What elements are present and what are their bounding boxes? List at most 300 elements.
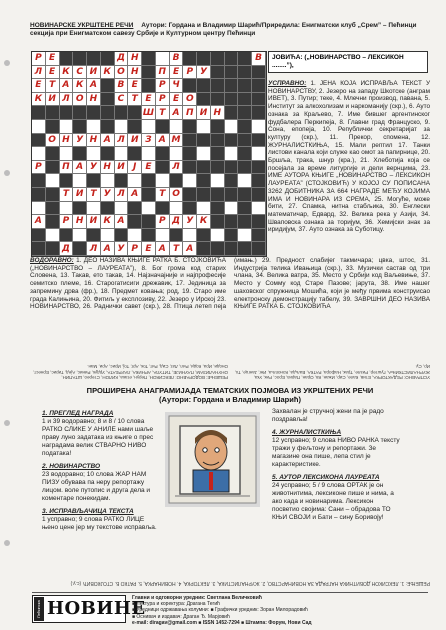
crossword-black-cell: [225, 79, 239, 93]
crossword-cell[interactable]: [32, 120, 46, 134]
crossword-cell[interactable]: О: [170, 188, 184, 202]
crossword-cell[interactable]: Е: [142, 93, 156, 107]
crossword-black-cell: [170, 229, 184, 243]
crossword-cell[interactable]: Е: [32, 79, 46, 93]
crossword-black-cell: [197, 174, 211, 188]
crossword-cell[interactable]: А: [156, 134, 170, 148]
crossword-cell[interactable]: Н: [60, 134, 74, 148]
crossword-cell[interactable]: [197, 120, 211, 134]
crossword-cell[interactable]: [142, 147, 156, 161]
crossword-black-cell: [211, 161, 225, 175]
crossword-cell[interactable]: [32, 147, 46, 161]
crossword-cell[interactable]: О: [183, 93, 197, 107]
crossword-black-cell: [101, 52, 115, 66]
caricature-illustration: [165, 412, 260, 507]
crossword-black-cell: [32, 229, 46, 243]
crossword-cell[interactable]: И: [197, 106, 211, 120]
crossword-black-cell: [197, 52, 211, 66]
anagram-item: [272, 474, 402, 522]
crossword-cell[interactable]: В: [252, 52, 266, 66]
crossword-black-cell: [225, 93, 239, 107]
crossword-cell[interactable]: Д: [115, 52, 129, 66]
crossword-cell[interactable]: А: [73, 161, 87, 175]
crossword-black-cell: [142, 229, 156, 243]
crossword-black-cell: [32, 242, 46, 256]
crossword-cell[interactable]: Е: [46, 66, 60, 80]
crossword-black-cell: [142, 66, 156, 80]
crossword-black-cell: [252, 188, 266, 202]
crossword-black-cell: [73, 106, 87, 120]
crossword-title: НОВИНАРСКЕ УКРШТЕНЕ РЕЧИ: [30, 22, 134, 29]
crossword-cell[interactable]: У: [183, 215, 197, 229]
crossword-black-cell: [225, 66, 239, 80]
crossword-black-cell: [128, 202, 142, 216]
punch-hole: [4, 540, 10, 546]
crossword-black-cell: [60, 229, 74, 243]
crossword-cell[interactable]: А: [128, 188, 142, 202]
crossword-cell[interactable]: [211, 174, 225, 188]
crossword-cell[interactable]: М: [170, 134, 184, 148]
crossword-black-cell: [238, 79, 252, 93]
crossword-cell[interactable]: Р: [156, 93, 170, 107]
crossword-black-cell: [101, 202, 115, 216]
crossword-cell[interactable]: И: [87, 66, 101, 80]
crossword-black-cell: [252, 229, 266, 243]
crossword-grid[interactable]: [31, 51, 267, 257]
crossword-cell[interactable]: К: [60, 66, 74, 80]
crossword-black-cell: [46, 202, 60, 216]
crossword-cell[interactable]: [211, 229, 225, 243]
crossword-cell[interactable]: Р: [128, 242, 142, 256]
crossword-black-cell: [211, 147, 225, 161]
crossword-cell[interactable]: А: [183, 242, 197, 256]
crossword-black-cell: [156, 120, 170, 134]
crossword-black-cell: [156, 161, 170, 175]
crossword-cell[interactable]: Ч: [170, 79, 184, 93]
crossword-black-cell: [211, 79, 225, 93]
crossword-black-cell: [73, 242, 87, 256]
clues-vertical-text: 1. ЈЕНА КОЈА ИСПРАВЉА ТЕКСТ У НОВИНАРСТВУ, 2. Језеро на западу Шкотске (анграм ИВЕТ), 3. Путир; теке, 4. Млечни производ, павана, 5. Институт за алкохолизам и наркоманију (скр.), 6. Ауто ознака за Краљево, 7. Име бившег аргентинског фудбалера Перкипеја, 8. Главни град Француско, 9. Сона, епопеја, 10. Републички секретаријат за културу (скр.), 11. Прекор, спомена, 12. ЖУРНАЛИСТКИЊА, 15. Мали рептил 17. Танки листови канала који служе као омот за папирнице, 20. Бршља, трака, шнур (кра.), 21. Хлеботија која се посејала за време литургије и дели вернцима, 23. ИМЕ АУТОРА КЊИГЕ „НОВИНАРСТВО – ЛЕКСИКОН ЛАУРЕАТА” (СТОЈКОВИЋ) У КОЈОЈ СУ ПОПИСАНА 3262 ДОБИТНИКА ЗА 664 НАГРАДЕ МЕЂУ КОЈИМА ИМА И НОВИНАРА ИЗ СРЕМА, 25. Могуће, може бити, 27. Спамка, нитна стабљика, 30. Енглески математичар, Едвард, 32. Велика река у Азији, 34. Шваповска ознака за торијум, 36. Хемијски знак за иридијум, 37. Ауто ознака за Суботицу.: [268, 80, 430, 234]
logo-vertical-text: Пећинска: [34, 597, 44, 621]
crossword-black-cell: [252, 215, 266, 229]
clues-horizontal: [30, 257, 430, 311]
crossword-black-cell: [211, 93, 225, 107]
anagram-section-header: [30, 386, 430, 404]
crossword-cell[interactable]: Р: [32, 161, 46, 175]
anagram-item-heading: 2. НОВИНАРСТВО: [42, 463, 101, 470]
crossword-cell[interactable]: К: [73, 79, 87, 93]
crossword-cell[interactable]: [87, 147, 101, 161]
crossword-cell[interactable]: [156, 229, 170, 243]
crossword-cell[interactable]: [252, 120, 266, 134]
crossword-cell[interactable]: Е: [142, 161, 156, 175]
crossword-cell[interactable]: [46, 174, 60, 188]
anagram-item-text: 1 усправно; 9 слова РАТКО ЛИЦЕ њено цене јер му текстове исправља.: [42, 516, 157, 531]
crossword-cell[interactable]: [197, 202, 211, 216]
crossword-black-cell: [211, 215, 225, 229]
crossword-black-cell: [252, 93, 266, 107]
crossword-black-cell: [197, 161, 211, 175]
crossword-black-cell: [183, 52, 197, 66]
crossword-black-cell: [128, 120, 142, 134]
imprint: [132, 595, 428, 626]
crossword-cell[interactable]: С: [115, 93, 129, 107]
crossword-black-cell: [238, 106, 252, 120]
clues-horizontal-text: 1. ДЕО НАЗИВА КЊИГЕ РАТКА Б. СТОЈКОВИЋА („НОВИНАРСТВО – ЛАУРЕАТА”), 8. Бог грома код старих Словена, 13. Такав, ето такав, 14. Најзначајније и најпрофесије семитско племе, 16. Старогатисиги дрежавик, 17. Јединица за запремину дрва (фр.), 18. Предмет ковања; род, 19. Старо име града Калињина, 20. Фитиљ у експлозиву, 22. Језеро у Ирској 23. НОВИНАРСТВО, 26. Раднички савет (скр.), 28. Птица летеп пеја (имањ.) 29. Предност слабијег такмичара; цвка, штос, 31. Индустрија телика Ивањица (скр.), 33. Музички састав од три члана, 34. Велика ватра, 35. Место у Србији код Ваљевиње, 37. Место у Сомму код Старе Пазове; јарута, 38. Име нашег шаховског спружница Мошића, који је међу првима конструисао електронску демонстрацију табелу, 39. ЗАВРШНИ ДЕО НАЗИВА КЊИГЕ РАТКА Б. СТОЈКОВИЋА: [30, 257, 430, 311]
crossword-cell[interactable]: [60, 120, 74, 134]
crossword-cell[interactable]: [225, 120, 239, 134]
imprint-line: Главни и одговорни уредник: Светлана Величковић: [132, 595, 262, 601]
crossword-cell[interactable]: Д: [170, 215, 184, 229]
crossword-black-cell: [60, 106, 74, 120]
punch-hole: [4, 420, 10, 426]
crossword-cell[interactable]: Ш: [142, 106, 156, 120]
anagram-item: [272, 408, 402, 424]
crossword-clue-box: ЈОВИЋА: („НОВИНАРСТВО – ЛЕКСИКОН ........”),: [268, 51, 428, 73]
crossword-cell[interactable]: [170, 202, 184, 216]
crossword-cell[interactable]: [142, 120, 156, 134]
crossword-cell[interactable]: И: [46, 93, 60, 107]
crossword-cell[interactable]: Л: [87, 242, 101, 256]
crossword-cell[interactable]: А: [156, 242, 170, 256]
crossword-black-cell: [238, 66, 252, 80]
crossword-cell[interactable]: [60, 202, 74, 216]
crossword-cell[interactable]: [73, 174, 87, 188]
clues-vertical-label: УСПРАВНО:: [268, 80, 307, 87]
logo-name: НОВИНЕ: [47, 598, 146, 619]
crossword-black-cell: [156, 202, 170, 216]
crossword-black-cell: [238, 147, 252, 161]
crossword-black-cell: [238, 188, 252, 202]
crossword-black-cell: [87, 174, 101, 188]
crossword-cell[interactable]: Р: [156, 215, 170, 229]
crossword-cell[interactable]: Р: [156, 79, 170, 93]
crossword-black-cell: [128, 147, 142, 161]
crossword-cell[interactable]: Е: [128, 79, 142, 93]
crossword-black-cell: [252, 174, 266, 188]
crossword-cell[interactable]: И: [73, 188, 87, 202]
crossword-cell[interactable]: Р: [60, 215, 74, 229]
crossword-cell[interactable]: Т: [128, 93, 142, 107]
crossword-cell[interactable]: Л: [60, 93, 74, 107]
crossword-cell[interactable]: И: [128, 134, 142, 148]
crossword-black-cell: [238, 120, 252, 134]
crossword-cell[interactable]: [156, 52, 170, 66]
crossword-black-cell: [238, 52, 252, 66]
crossword-cell[interactable]: [252, 147, 266, 161]
crossword-cell[interactable]: [73, 229, 87, 243]
crossword-black-cell: [225, 215, 239, 229]
crossword-cell[interactable]: [101, 229, 115, 243]
crossword-black-cell: [101, 93, 115, 107]
crossword-black-cell: [238, 202, 252, 216]
crossword-black-cell: [211, 202, 225, 216]
crossword-black-cell: [238, 161, 252, 175]
anagram-item-heading: 4. ЖУРНАЛИСТКИЊА: [272, 429, 342, 436]
imprint-line: ■ Уредници одржавања колумни: ■ Графички уредник: Зоран Милорадовић: [132, 607, 308, 614]
crossword-black-cell: [238, 215, 252, 229]
imprint-line: ■ Лектура и коректура: Драгана Тегић: [132, 601, 220, 608]
crossword-black-cell: [211, 188, 225, 202]
crossword-solution-horizontal: РЕШЕЊЕ: ВОДОРАВНО: ЛЕКСИКОН, Перун, етака, КИЛОН, Стерео, ШТАПИН, ОНУНАЛИЗАМ, ПАУНИЈЕ, ТИТУЛА, АРНИКА, ЛАУРЕАТА, Урдук, Ринис, Ајед, Тирис, Ернест, Оноди, Ира, Коди, Рил, Лат, Сид, Рит, Ток, Арт, Тој, Ирис, Ари, Ман.: [33, 364, 228, 380]
crossword-black-cell: [142, 79, 156, 93]
crossword-cell[interactable]: Т: [60, 188, 74, 202]
crossword-cell[interactable]: А: [101, 134, 115, 148]
anagram-item-text: 23 водоравно; 10 слова ЖАР НАМ ПИЗУ обувава па неру репортажу лицом. воле путопис и друга дела и коментаре понекидам.: [42, 471, 151, 502]
crossword-cell[interactable]: [225, 147, 239, 161]
crossword-black-cell: [46, 161, 60, 175]
anagram-item-text: 12 усправно; 9 слова НИВО РАНКА тексту тражи у фељтону и репортажи. Зе магазине она пише, лепа стил је карактеристике.: [272, 437, 400, 468]
crossword-black-cell: [238, 134, 252, 148]
crossword-cell[interactable]: Т: [156, 106, 170, 120]
crossword-black-cell: [225, 134, 239, 148]
anagram-item-heading: 5. АУТОР ЛЕКСИКОНА ЛАУРЕАТА: [272, 474, 380, 481]
crossword-cell[interactable]: Н: [101, 161, 115, 175]
clues-vertical: [268, 80, 430, 234]
crossword-black-cell: [211, 242, 225, 256]
crossword-black-cell: [183, 161, 197, 175]
crossword-cell[interactable]: [115, 202, 129, 216]
crossword-cell[interactable]: Т: [87, 188, 101, 202]
crossword-black-cell: [87, 52, 101, 66]
crossword-authors: Аутори: Гордана и Владимир Шарић/Приредила: Енигматски клуб „Срем” – Пећинци секција при Енигматском савезу Србије и Културном центру Пећинци: [30, 22, 417, 37]
crossword-black-cell: [32, 134, 46, 148]
crossword-cell[interactable]: [238, 174, 252, 188]
crossword-cell[interactable]: [60, 147, 74, 161]
crossword-black-cell: [197, 188, 211, 202]
crossword-cell[interactable]: П: [60, 161, 74, 175]
crossword-cell[interactable]: Л: [170, 161, 184, 175]
crossword-cell[interactable]: [252, 202, 266, 216]
crossword-black-cell: [183, 120, 197, 134]
crossword-black-cell: [115, 174, 129, 188]
crossword-cell[interactable]: [197, 147, 211, 161]
crossword-cell[interactable]: [183, 174, 197, 188]
crossword-black-cell: [46, 106, 60, 120]
newspaper-footer: [32, 592, 428, 626]
crossword-black-cell: [156, 147, 170, 161]
crossword-black-cell: [197, 242, 211, 256]
crossword-black-cell: [60, 52, 74, 66]
crossword-cell[interactable]: [128, 174, 142, 188]
crossword-cell[interactable]: Л: [115, 188, 129, 202]
crossword-black-cell: [170, 174, 184, 188]
crossword-black-cell: [211, 120, 225, 134]
crossword-cell[interactable]: А: [115, 215, 129, 229]
crossword-cell[interactable]: [183, 229, 197, 243]
crossword-cell[interactable]: У: [101, 188, 115, 202]
crossword-black-cell: [32, 188, 46, 202]
portrait-drawing-icon: [165, 412, 260, 507]
crossword-black-cell: [142, 174, 156, 188]
crossword-black-cell: [252, 161, 266, 175]
crossword-black-cell: [183, 79, 197, 93]
crossword-black-cell: [46, 215, 60, 229]
crossword-black-cell: [46, 188, 60, 202]
crossword-black-cell: [225, 106, 239, 120]
crossword-black-cell: [73, 52, 87, 66]
anagram-item-text: 24 усправно; 5 / 9 слова ОРТАК је он животнитима, лексиконе пише и нимa, а ако када и новинарима. Лексикон посветио својима: Сани – обрадова ТО КЊИ СВОЈИ и Бати – сину Боривоју!: [272, 482, 394, 521]
crossword-cell[interactable]: [32, 202, 46, 216]
crossword-black-cell: [211, 134, 225, 148]
crossword-cell[interactable]: И: [115, 161, 129, 175]
crossword-cell[interactable]: [225, 202, 239, 216]
crossword-cell[interactable]: А: [87, 79, 101, 93]
crossword-cell[interactable]: Т: [46, 79, 60, 93]
crossword-black-cell: [211, 52, 225, 66]
crossword-cell[interactable]: О: [115, 66, 129, 80]
crossword-cell[interactable]: О: [73, 93, 87, 107]
crossword-black-cell: [197, 93, 211, 107]
crossword-cell[interactable]: Е: [142, 242, 156, 256]
crossword-cell[interactable]: О: [46, 134, 60, 148]
anagram-section-subtitle: (Аутори: Гордана и Владимир Шарић): [159, 395, 301, 404]
crossword-black-cell: [225, 52, 239, 66]
crossword-solution-vertical: УСПРАВНО: РЕДАКТОРКА, Етив, Кале, Сир, Ижан, Кв, Оран, Париз, Ерос, Рик, Ука, ЖУРНАЛИСТКИЊА, Гуштер, Ризле, Трак, Нафора, РАТКА, Ваљда, Конопља, Инг, Јангце, Тх, Ир, Су.: [234, 364, 430, 380]
crossword-cell[interactable]: К: [32, 93, 46, 107]
crossword-cell[interactable]: П: [156, 66, 170, 80]
anagram-right-column: [272, 408, 402, 527]
crossword-cell[interactable]: Е: [170, 66, 184, 80]
crossword-black-cell: [128, 215, 142, 229]
crossword-cell[interactable]: Н: [73, 215, 87, 229]
crossword-cell[interactable]: Р: [183, 66, 197, 80]
crossword-cell[interactable]: В: [170, 52, 184, 66]
clues-horizontal-label: ВОДОРАВНО:: [30, 257, 74, 264]
crossword-cell[interactable]: К: [197, 215, 211, 229]
crossword-header: [30, 22, 428, 50]
imprint-line: ■ Оснивач и издавач: Драган Ђ. Марјовић: [132, 613, 230, 620]
crossword-cell[interactable]: А: [32, 215, 46, 229]
crossword-black-cell: [46, 242, 60, 256]
crossword-cell[interactable]: К: [101, 215, 115, 229]
crossword-cell[interactable]: Р: [32, 52, 46, 66]
crossword-black-cell: [101, 106, 115, 120]
crossword-black-cell: [142, 215, 156, 229]
crossword-black-cell: [73, 120, 87, 134]
crossword-cell[interactable]: А: [170, 106, 184, 120]
crossword-cell[interactable]: [87, 120, 101, 134]
crossword-black-cell: [252, 242, 266, 256]
crossword-black-cell: [73, 202, 87, 216]
crossword-black-cell: [238, 93, 252, 107]
crossword-black-cell: [225, 161, 239, 175]
crossword-cell[interactable]: Е: [46, 52, 60, 66]
anagram-item: [42, 508, 162, 532]
crossword-cell[interactable]: [115, 120, 129, 134]
anagram-item: [42, 463, 162, 503]
crossword-cell[interactable]: Т: [156, 188, 170, 202]
crossword-cell[interactable]: [170, 147, 184, 161]
crossword-black-cell: [101, 120, 115, 134]
newspaper-logo: [32, 595, 146, 623]
crossword-black-cell: [46, 120, 60, 134]
crossword-cell[interactable]: З: [142, 134, 156, 148]
crossword-cell[interactable]: [156, 174, 170, 188]
crossword-cell[interactable]: Л: [32, 66, 46, 80]
crossword-black-cell: [32, 106, 46, 120]
crossword-black-cell: [87, 229, 101, 243]
crossword-cell[interactable]: [170, 120, 184, 134]
crossword-cell[interactable]: [115, 147, 129, 161]
imprint-line: e-mail: diragav@gmail.com ■ ISSN 1452-7294 ■ Штампа: Форум, Нови Сад: [132, 619, 312, 626]
crossword-cell[interactable]: Н: [87, 93, 101, 107]
crossword-cell[interactable]: Т: [170, 242, 184, 256]
crossword-cell[interactable]: У: [115, 242, 129, 256]
anagram-item-heading: 3. ИСПРАВЉАЧИЦА ТЕКСТА: [42, 508, 134, 515]
crossword-black-cell: [60, 174, 74, 188]
crossword-black-cell: [238, 242, 252, 256]
crossword-black-cell: [115, 106, 129, 120]
crossword-black-cell: [252, 66, 266, 80]
crossword-cell[interactable]: [87, 202, 101, 216]
crossword-black-cell: [73, 147, 87, 161]
crossword-cell[interactable]: [46, 229, 60, 243]
crossword-cell[interactable]: У: [197, 66, 211, 80]
crossword-cell[interactable]: Ј: [128, 161, 142, 175]
crossword-cell[interactable]: У: [87, 161, 101, 175]
crossword-black-cell: [225, 242, 239, 256]
anagram-solution: РЕШЕЊЕ: 1. ЛЕКСИКОН ДОБИТНИКА НАГРАДА ЗА НОВИНАРСТВО, 2. ЖУРНАЛИСТИКА, 3. ЛЕКТОРКА, 4. НОВИНАРКА, 5. РАТКО Б. СТОЈКОВИЋ (с.у.): [70, 580, 430, 586]
crossword-cell[interactable]: Н: [211, 106, 225, 120]
crossword-cell[interactable]: Е: [170, 93, 184, 107]
anagram-item-text: Захвалан је стручној жени па је радо поздравља!: [272, 408, 384, 423]
crossword-cell[interactable]: [142, 202, 156, 216]
crossword-cell[interactable]: В: [115, 79, 129, 93]
crossword-black-cell: [183, 134, 197, 148]
crossword-black-cell: [115, 229, 129, 243]
anagram-item-text: 1 и 39 водоравно; 8 и 8 / 10 слова РАТКО СЛИКЕ У АНИЛЕ нами шаље праву луно задатака из књиге о прес наградама велик СТВАРНО НИВО података!: [42, 418, 154, 457]
anagram-item: [42, 410, 162, 458]
anagram-left-column: [42, 410, 162, 537]
crossword-black-cell: [211, 66, 225, 80]
crossword-cell[interactable]: Н: [128, 66, 142, 80]
crossword-cell[interactable]: А: [60, 79, 74, 93]
crossword-black-cell: [225, 174, 239, 188]
crossword-cell[interactable]: Л: [115, 134, 129, 148]
crossword-black-cell: [128, 106, 142, 120]
crossword-cell[interactable]: А: [101, 242, 115, 256]
crossword-black-cell: [32, 174, 46, 188]
crossword-black-cell: [101, 79, 115, 93]
crossword-cell[interactable]: К: [101, 66, 115, 80]
crossword-cell[interactable]: И: [87, 215, 101, 229]
punch-hole: [4, 60, 10, 66]
crossword-cell[interactable]: [101, 174, 115, 188]
crossword-black-cell: [183, 147, 197, 161]
punch-hole: [4, 170, 10, 176]
crossword-black-cell: [101, 147, 115, 161]
crossword-cell[interactable]: С: [73, 66, 87, 80]
crossword-cell[interactable]: [128, 229, 142, 243]
crossword-cell[interactable]: П: [183, 106, 197, 120]
crossword-black-cell: [252, 134, 266, 148]
crossword-black-cell: [142, 52, 156, 66]
crossword-cell[interactable]: [238, 229, 252, 243]
crossword-cell[interactable]: Д: [60, 242, 74, 256]
crossword-cell[interactable]: У: [73, 134, 87, 148]
crossword-cell[interactable]: Н: [128, 52, 142, 66]
crossword-black-cell: [87, 106, 101, 120]
crossword-black-cell: [197, 134, 211, 148]
crossword-black-cell: [252, 79, 266, 93]
crossword-black-cell: [225, 188, 239, 202]
crossword-cell[interactable]: Н: [87, 134, 101, 148]
crossword-black-cell: [183, 188, 197, 202]
crossword-black-cell: [46, 147, 60, 161]
anagram-item: [272, 429, 402, 469]
crossword-black-cell: [252, 106, 266, 120]
